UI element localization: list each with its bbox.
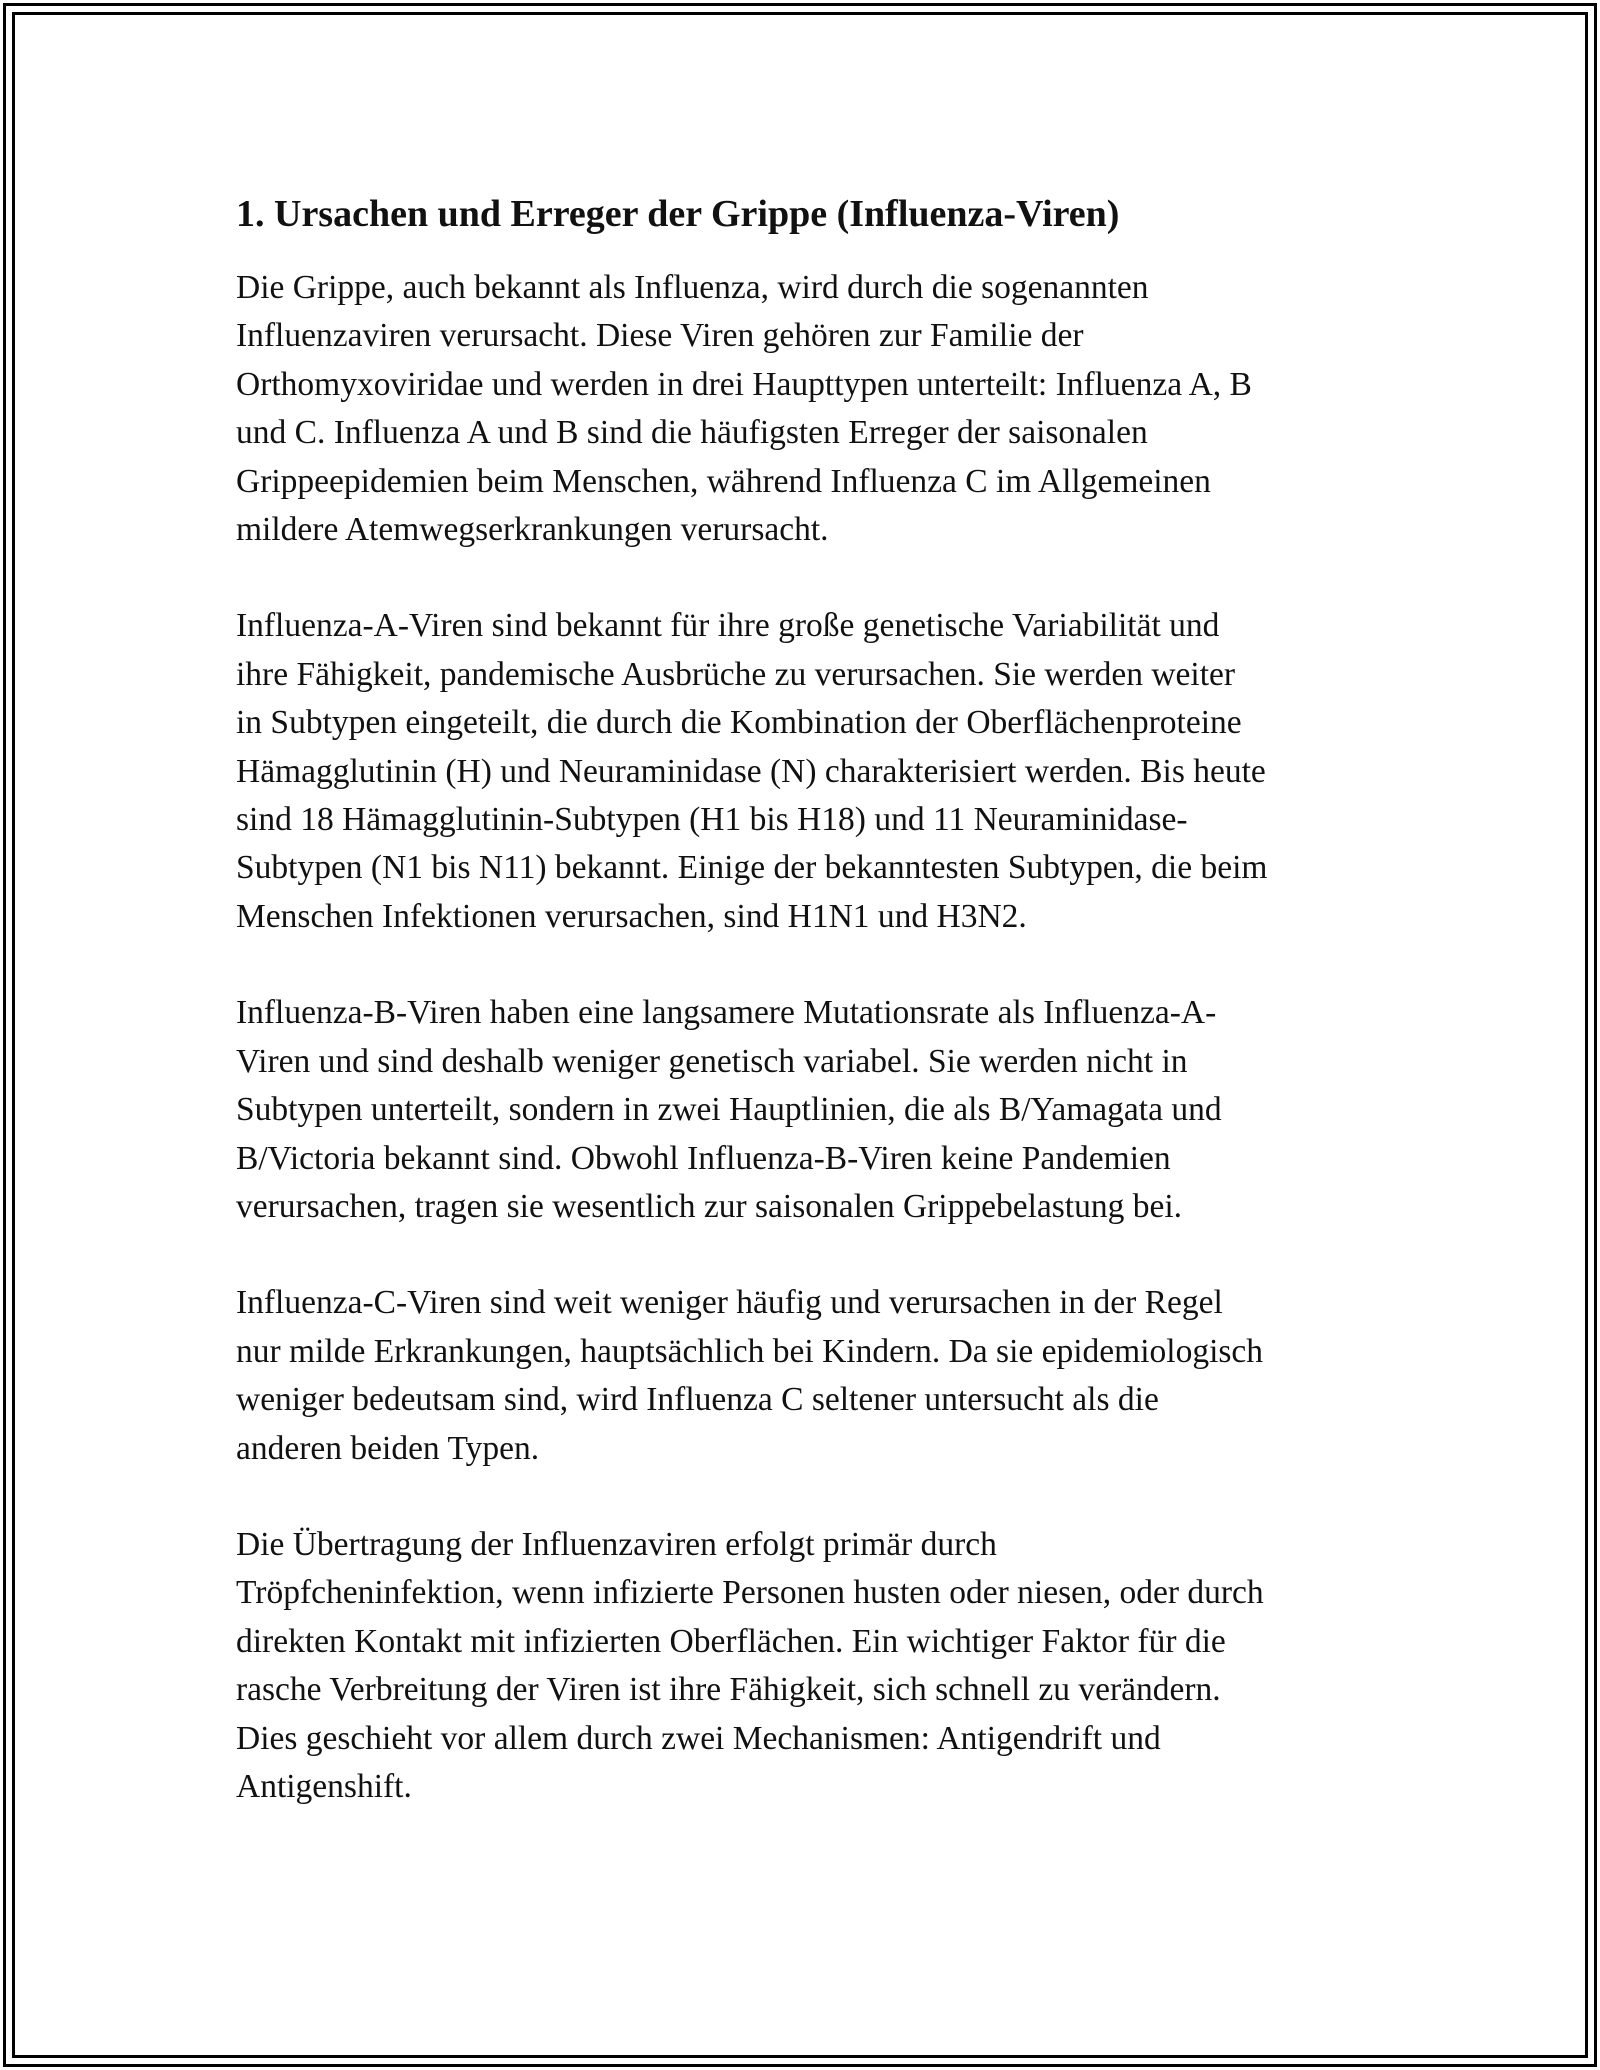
text-line: rasche Verbreitung der Viren ist ihre Fähigkeit, sich schnell zu verändern. (236, 1671, 1221, 1709)
text-line: Antigenshift. (236, 1767, 412, 1805)
text-line: weniger bedeutsam sind, wird Influenza C seltener untersucht als die (236, 1381, 1159, 1419)
text-line: Orthomyxoviridae und werden in drei Haupttypen unterteilt: Influenza A, B (236, 365, 1252, 403)
text-line: Influenza-C-Viren sind weit weniger häufig und verursachen in der Regel (236, 1284, 1223, 1322)
text-line: direkten Kontakt mit infizierten Oberflächen. Ein wichtiger Faktor für die (236, 1622, 1226, 1660)
text-line: Influenzaviren verursacht. Diese Viren gehören zur Familie der (236, 317, 1084, 355)
text-line: sind 18 Hämagglutinin-Subtypen (H1 bis H18) und 11 Neuraminidase- (236, 801, 1188, 839)
text-line: verursachen, tragen sie wesentlich zur saisonalen Grippebelastung bei. (236, 1187, 1183, 1225)
paragraph-transmission (236, 1521, 1396, 1811)
text-line: Die Übertragung der Influenzaviren erfolgt primär durch (236, 1525, 997, 1563)
text-line: Influenza-B-Viren haben eine langsamere Mutationsrate als Influenza-A- (236, 994, 1217, 1032)
text-line: anderen beiden Typen. (236, 1429, 540, 1467)
text-line: nur milde Erkrankungen, hauptsächlich bei Kindern. Da sie epidemiologisch (236, 1332, 1264, 1370)
text-line: in Subtypen eingeteilt, die durch die Kombination der Oberflächenproteine (236, 704, 1242, 742)
text-line: Subtypen (N1 bis N11) bekannt. Einige der bekanntesten Subtypen, die beim (236, 849, 1268, 887)
text-line: Hämagglutinin (H) und Neuraminidase (N) charakterisiert werden. Bis heute (236, 752, 1266, 790)
text-line: Subtypen unterteilt, sondern in zwei Hauptlinien, die als B/Yamagata und (236, 1091, 1222, 1129)
text-line: Influenza-A-Viren sind bekannt für ihre große genetische Variabilität und (236, 607, 1220, 645)
paragraph-influenza-a (236, 602, 1396, 941)
text-line: und C. Influenza A und B sind die häufigsten Erreger der saisonalen (236, 414, 1148, 452)
text-line: mildere Atemwegserkrankungen verursacht. (236, 511, 829, 549)
text-line: Menschen Infektionen verursachen, sind H1N1 und H3N2. (236, 897, 1027, 935)
section-title: 1. Ursachen und Erreger der Grippe (Influenza-Viren) (236, 193, 1120, 235)
text-line: Viren und sind deshalb weniger genetisch variabel. Sie werden nicht in (236, 1042, 1188, 1080)
text-line: Dies geschieht vor allem durch zwei Mechanismen: Antigendrift und (236, 1719, 1161, 1757)
text-line: ihre Fähigkeit, pandemische Ausbrüche zu verursachen. Sie werden weiter (236, 655, 1236, 693)
text-line: Die Grippe, auch bekannt als Influenza, wird durch die sogenannten (236, 269, 1149, 306)
text-line: Tröpfcheninfektion, wenn infizierte Personen husten oder niesen, oder durch (236, 1574, 1264, 1612)
paragraph-causes (236, 264, 1396, 554)
document-body (236, 186, 1396, 1811)
paragraph-influenza-b (236, 989, 1396, 1231)
text-line: Grippeepidemien beim Menschen, während Influenza C im Allgemeinen (236, 462, 1211, 500)
text-line: B/Victoria bekannt sind. Obwohl Influenza-B-Viren keine Pandemien (236, 1139, 1171, 1177)
paragraph-influenza-c (236, 1279, 1396, 1473)
